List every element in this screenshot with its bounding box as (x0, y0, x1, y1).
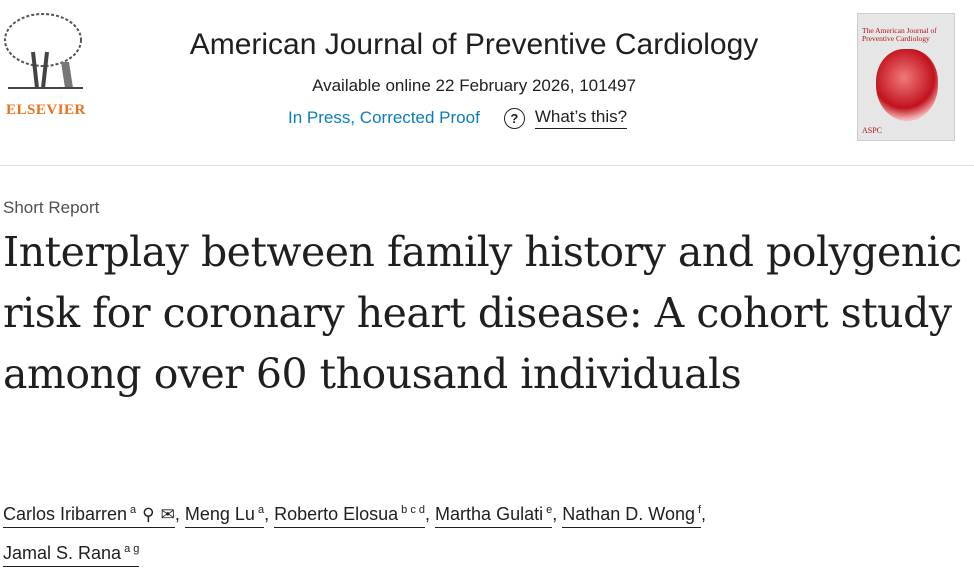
elsevier-wordmark: ELSEVIER (6, 102, 86, 118)
author-link[interactable] (185, 504, 264, 528)
email-icon: ✉ (160, 505, 175, 524)
cover-badge: ASPC (862, 126, 883, 135)
heart-image (876, 49, 938, 121)
author-name: Carlos Iribarren (3, 504, 128, 524)
author-link[interactable] (3, 504, 175, 528)
whats-this-button[interactable] (504, 107, 627, 129)
journal-header (0, 0, 974, 166)
author-link[interactable] (435, 504, 552, 528)
author-name: Martha Gulati (435, 504, 544, 524)
article-title: Interplay between family history and polygenic risk for coronary heart disease: A cohort study among over 60 thousand individuals (3, 228, 962, 398)
author-list: Carlos Iribarren $^a$ ⚲ ✉, Meng Lu $^a$, Roberto Elosua $^{b c d}$, Martha Gulati $^e$, Nathan D. Wong $^f$, Jamal S. Rana $^{a g}$ (3, 493, 943, 571)
affiliation-marker: b c d (401, 504, 426, 516)
availability-date: Available online 22 February 2026, 101497 (312, 76, 636, 95)
journal-cover[interactable] (857, 13, 955, 141)
question-icon: ? (504, 108, 525, 129)
affiliation-marker: f (697, 504, 702, 516)
affiliation-marker: e (546, 504, 553, 516)
author-name: Meng Lu (184, 504, 255, 524)
author-link[interactable] (562, 504, 701, 528)
author-name: Nathan D. Wong (562, 504, 695, 524)
person-icon: ⚲ (142, 505, 155, 524)
journal-title[interactable]: American Journal of Preventive Cardiology (189, 28, 759, 61)
author-link[interactable] (274, 504, 425, 528)
article-status (288, 107, 627, 129)
cover-title: The American Journal of Preventive Cardiology (862, 26, 937, 43)
article-type: Short Report (3, 198, 100, 217)
affiliation-marker: a g (124, 543, 140, 555)
in-press-link[interactable]: In Press, Corrected Proof (288, 108, 480, 127)
author-name: Jamal S. Rana (3, 543, 122, 563)
whats-this-label: What’s this? (535, 107, 627, 129)
author-name: Roberto Elosua (274, 504, 399, 524)
affiliation-marker: a (257, 504, 265, 516)
author-link[interactable] (3, 543, 139, 567)
affiliation-marker: a (130, 504, 137, 516)
